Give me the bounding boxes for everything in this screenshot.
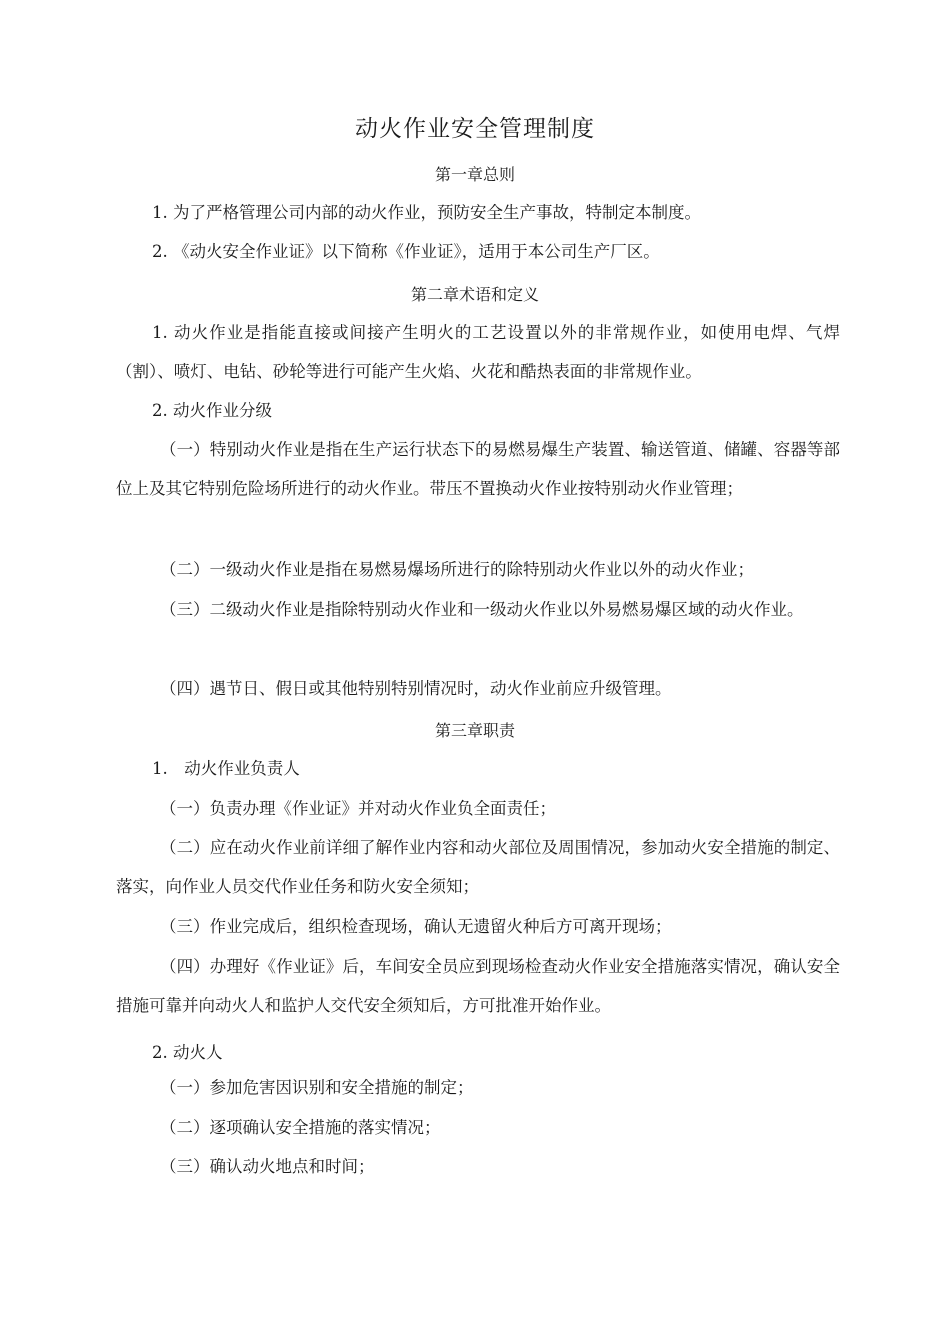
ch2-item-2: （二）一级动火作业是指在易燃易爆场所进行的除特别动火作业以外的动火作业； — [160, 560, 754, 579]
ch3-section-1: 1. 动火作业负责人 — [152, 759, 300, 778]
ch1-paragraph-1: 1. 为了严格管理公司内部的动火作业，预防安全生产事故，特制定本制度。 — [152, 203, 701, 222]
ch2-paragraph-1: 1. 动火作业是指能直接或间接产生明火的工艺设置以外的非常规作业，如使用电焊、气焊（割）、喷灯、电钻、砂轮等进行可能产生火焰、火花和酷热表面的非常规作业。 — [116, 323, 840, 381]
ch3-s1-item-4: （四）办理好《作业证》后，车间安全员应到现场检查动火作业安全措施落实情况，确认安全措施可靠并向动火人和监护人交代安全须知后，方可批准开始作业。 — [116, 957, 840, 1015]
ch3-s2-item-2: （二）逐项确认安全措施的落实情况； — [160, 1118, 441, 1137]
ch2-paragraph-2: 2. 动火作业分级 — [152, 401, 272, 420]
ch2-item-3: （三）二级动火作业是指除特别动火作业和一级动火作业以外易燃易爆区域的动火作业。 — [160, 600, 804, 619]
ch3-s1-item-3: （三）作业完成后，组织检查现场，确认无遗留火种后方可离开现场； — [160, 917, 672, 936]
document-title: 动火作业安全管理制度 — [355, 116, 595, 142]
chapter-2-heading: 第二章术语和定义 — [410, 285, 539, 304]
chapter-3-heading: 第三章职责 — [434, 721, 515, 740]
ch1-paragraph-2: 2. 《动火安全作业证》以下简称《作业证》，适用于本公司生产厂区。 — [152, 242, 660, 261]
ch3-s2-item-3: （三）确认动火地点和时间； — [160, 1157, 375, 1176]
ch3-s1-item-2: （二）应在动火作业前详细了解作业内容和动火部位及周围情况，参加动火安全措施的制定、落实，向作业人员交代作业任务和防火安全须知； — [116, 838, 840, 896]
ch2-item-4: （四）遇节日、假日或其他特别特别情况时，动火作业前应升级管理。 — [160, 679, 672, 698]
ch3-s1-item-1: （一）负责办理《作业证》并对动火作业负全面责任； — [160, 799, 556, 818]
ch2-item-1: （一）特别动火作业是指在生产运行状态下的易燃易爆生产装置、输送管道、储罐、容器等部位上及其它特别危险场所进行的动火作业。带压不置换动火作业按特别动火作业管理； — [116, 440, 840, 498]
ch3-s2-item-1: （一）参加危害因识别和安全措施的制定； — [160, 1078, 474, 1097]
ch3-section-2: 2. 动火人 — [152, 1043, 223, 1062]
chapter-1-heading: 第一章总则 — [434, 165, 515, 184]
